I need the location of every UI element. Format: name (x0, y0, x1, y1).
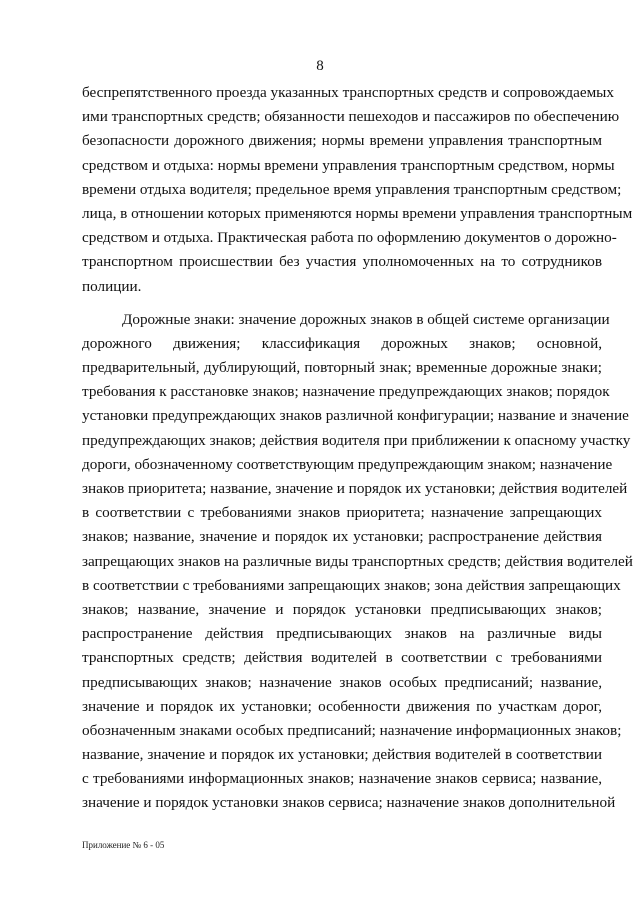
text-line: транспортных средств; действия водителей в соответствии с требованиями (82, 649, 602, 667)
text-line: название, значение и порядок их установки; действия водителей в соответствии (82, 746, 602, 764)
text-line: безопасности дорожного движения; нормы времени управления транспортным (82, 132, 602, 150)
text-line: обозначенным знаками особых предписаний; назначение информационных знаков; (82, 721, 622, 739)
document-body (82, 81, 633, 816)
text-line: в соответствии с требованиями знаков приоритета; назначение запрещающих (82, 504, 602, 522)
text-line: в соответствии с требованиями запрещающих знаков; зона действия запрещающих (82, 576, 621, 594)
text-line: знаков; название, значение и порядок их установки; распространение действия (82, 528, 602, 546)
text-line: дороги, обозначенному соответствующим предупреждающим знаком; назначение (82, 455, 613, 473)
paragraph-2 (82, 308, 633, 816)
text-line: требования к расстановке знаков; назначение предупреждающих знаков; порядок (82, 383, 610, 401)
text-line: распространение действия предписывающих знаков на различные виды (82, 625, 602, 643)
text-line: средством и отдыха. Практическая работа по оформлению документов о дорожно- (82, 229, 617, 247)
text-line: Дорожные знаки: значение дорожных знаков в общей системе организации (122, 310, 610, 328)
page-number: 8 (316, 58, 324, 74)
text-line: беспрепятственного проезда указанных транспортных средств и сопровождаемых (82, 84, 614, 101)
text-line: знаков приоритета; название, значение и порядок их установки; действия водителей (82, 480, 628, 497)
paragraph-1 (82, 81, 633, 299)
text-line: предварительный, дублирующий, повторный знак; временные дорожные знаки; (82, 359, 602, 377)
text-line: значение и порядок их установки; особенности движения по участкам дорог, (82, 697, 602, 715)
footer-annotation: Приложение № 6 - 05 (82, 840, 165, 850)
text-line: значение и порядок установки знаков сервиса; назначение знаков дополнительной (82, 794, 616, 812)
text-line: ими транспортных средств; обязанности пешеходов и пассажиров по обеспечению (82, 108, 620, 126)
text-line: знаков; название, значение и порядок установки предписывающих знаков; (82, 600, 602, 618)
text-line: с требованиями информационных знаков; назначение знаков сервиса; название, (82, 770, 602, 788)
text-line: лица, в отношении которых применяются нормы времени управления транспортным (82, 204, 633, 222)
text-line: средством и отдыха: нормы времени управления транспортным средством, нормы (82, 156, 615, 174)
text-line: установки предупреждающих знаков различной конфигурации; название и значение (82, 407, 629, 425)
text-line: предупреждающих знаков; действия водителя при приближении к опасному участку (82, 431, 631, 449)
paragraph-gap (82, 299, 602, 308)
text-line: дорожного движения; классификация дорожных знаков; основной, (82, 334, 602, 352)
text-line: транспортном происшествии без участия уполномоченных на то сотрудников (82, 253, 602, 271)
text-line: времени отдыха водителя; предельное время управления транспортным средством; (82, 180, 622, 198)
text-line: запрещающих знаков на различные виды транспортных средств; действия водителей (82, 552, 633, 570)
text-line: предписывающих знаков; назначение знаков особых предписаний; название, (82, 673, 602, 691)
text-line: полиции. (82, 277, 142, 295)
